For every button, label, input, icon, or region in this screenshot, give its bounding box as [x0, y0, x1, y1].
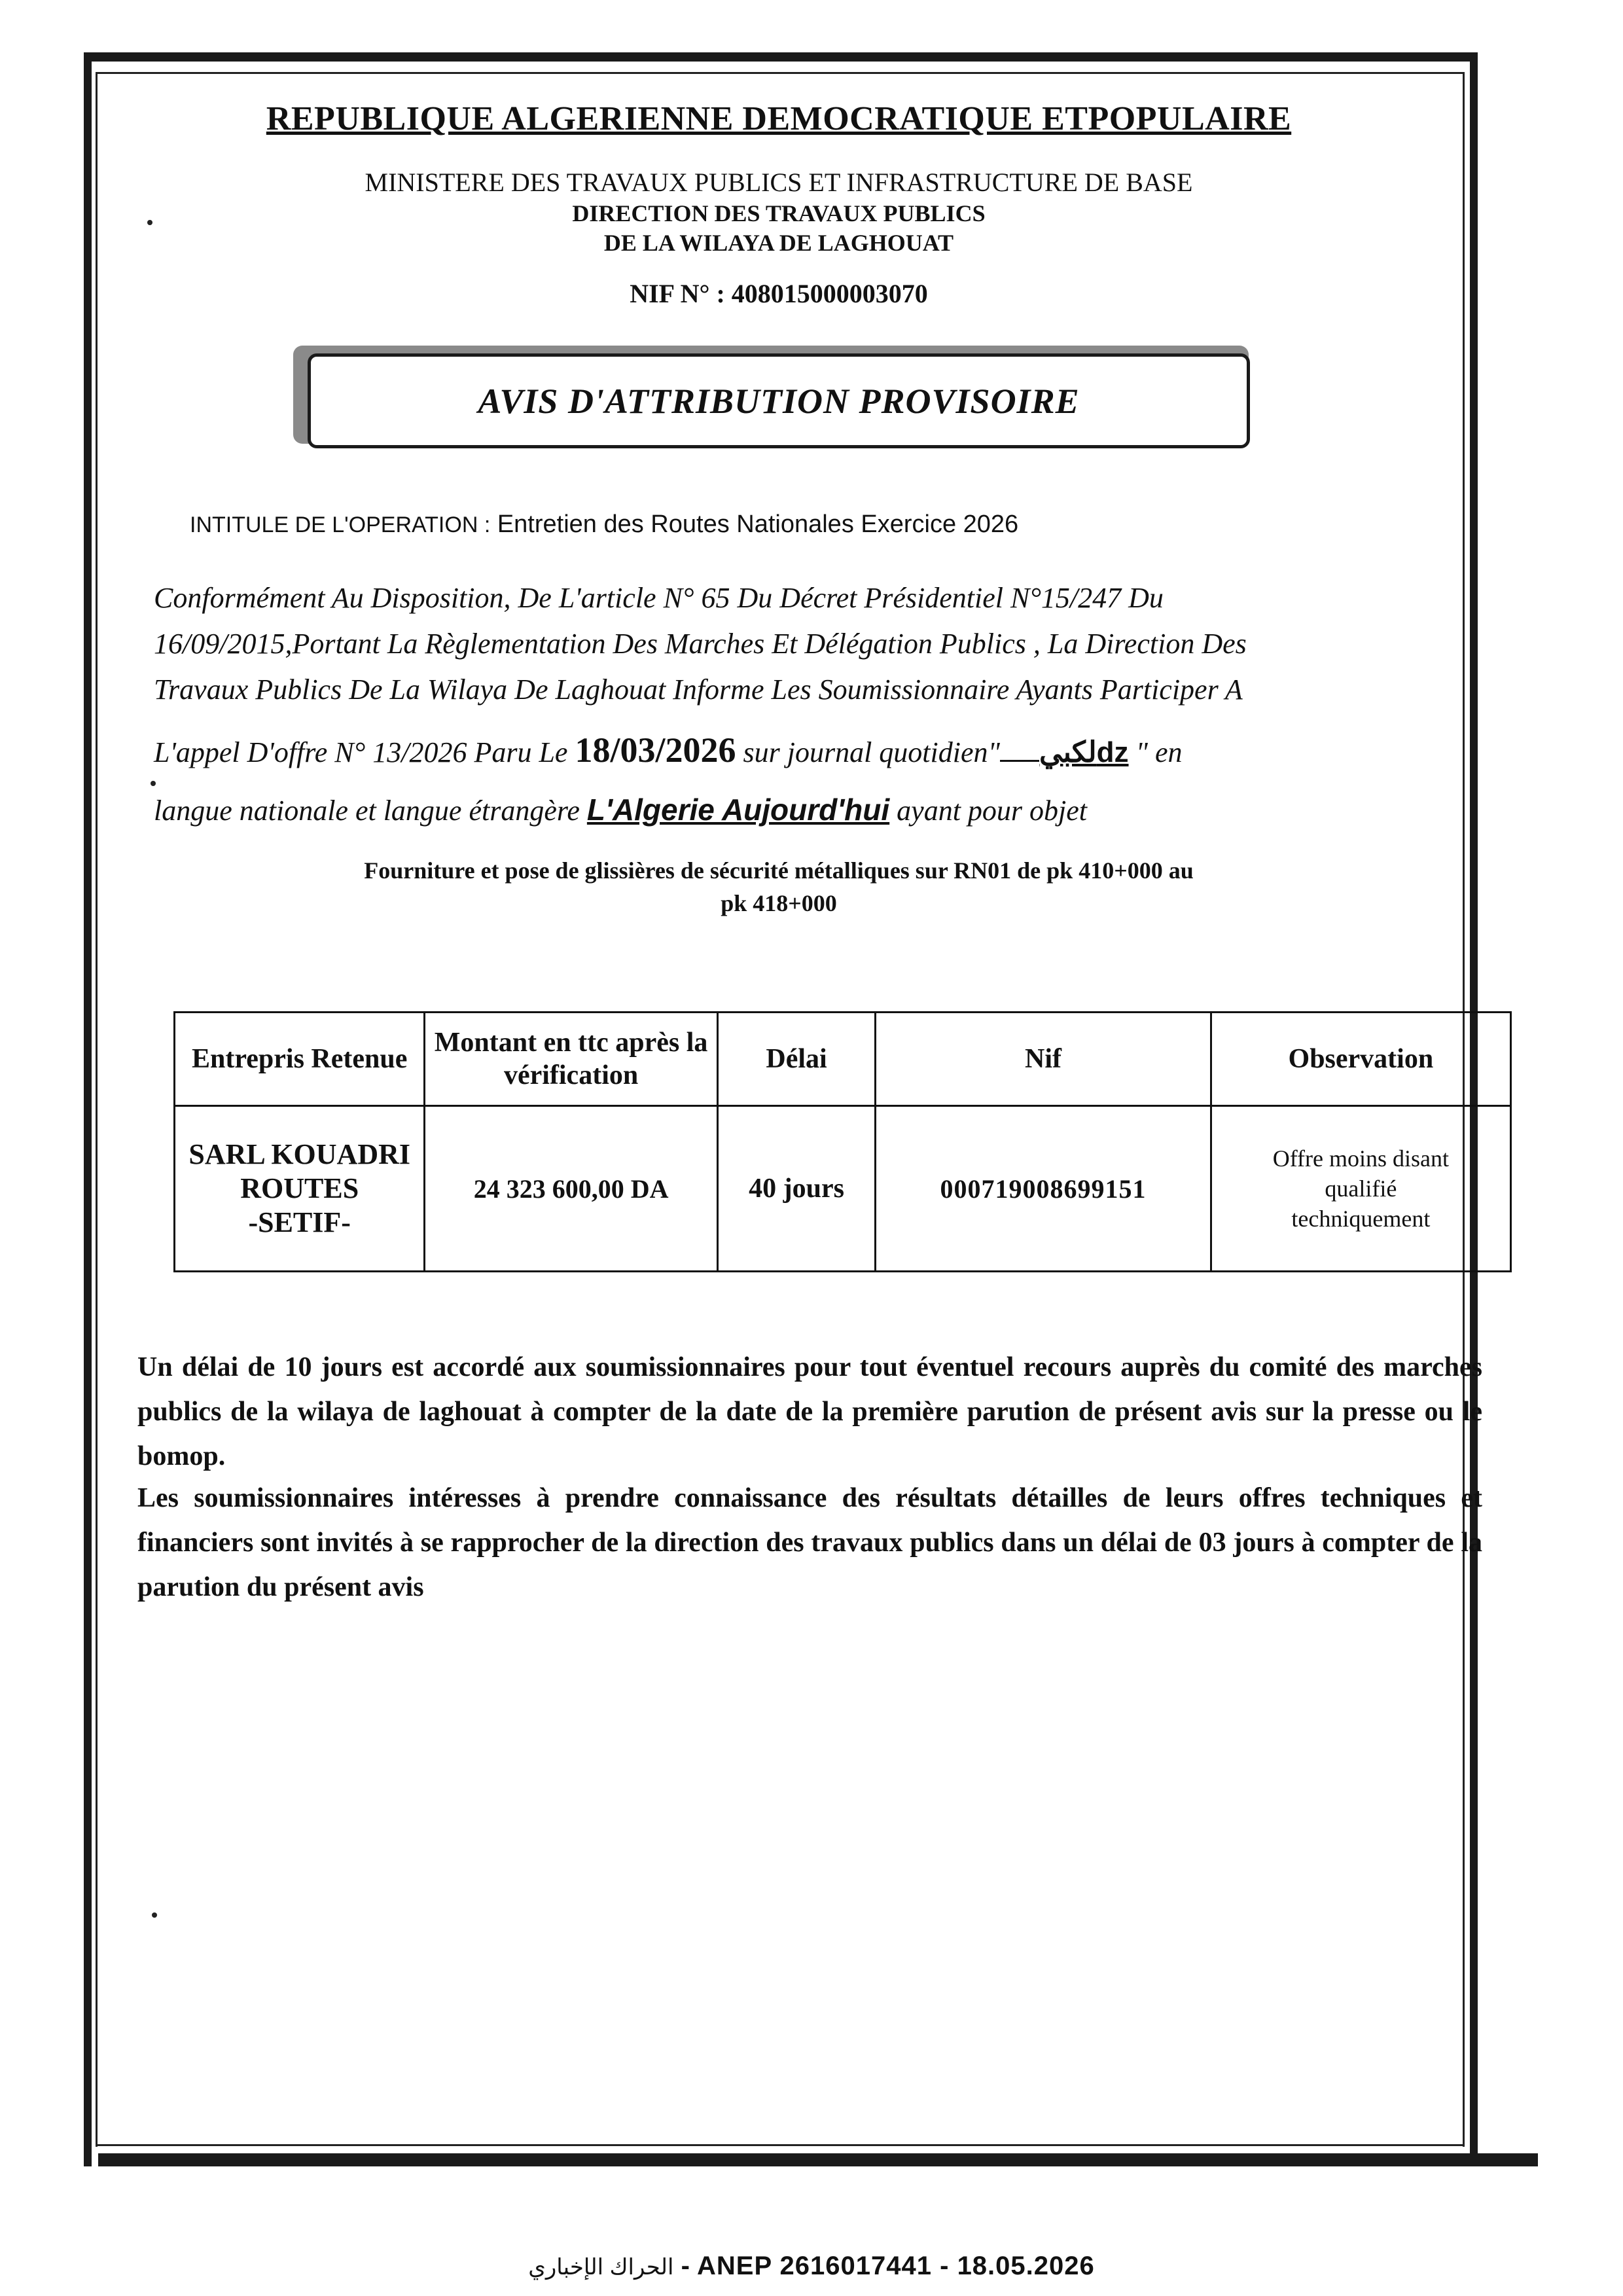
notice-title: AVIS D'ATTRIBUTION PROVISOIRE [478, 381, 1080, 421]
table-header-row [175, 1013, 1511, 1106]
header-observation: Observation [1211, 1013, 1510, 1106]
wilaya-name: DE LA WILAYA DE LAGHOUAT [603, 230, 954, 256]
frame-border-bottom [98, 2153, 1538, 2166]
frame-border-left [84, 52, 92, 2166]
journal-foreign: L'Algerie Aujourd'hui [586, 793, 890, 827]
body-line [154, 792, 1459, 827]
cell-entreprise [175, 1106, 425, 1272]
contract-object [170, 854, 1387, 920]
cell-nif: 000719008699151 [876, 1106, 1211, 1272]
body-text: langue nationale et langue étrangère [154, 795, 587, 827]
body-text: ayant pour objet [889, 795, 1088, 827]
header-delai: Délai [717, 1013, 876, 1106]
tender-reference: L'appel D'offre N° 13/2026 Paru Le [154, 736, 575, 768]
body-line: 16/09/2015,Portant La Règlementation Des Marches Et Délégation Publics , La Direction Des [154, 628, 1247, 660]
appeal-text: Un délai de 10 jours est accordé aux soumissionnaires pour tout éventuel recours auprès du comité des marches publics de la wilaya de laghouat à compter de la date de la première parution de présent avis sur la presse ou le bomop. [137, 1352, 1482, 1471]
publication-date: 18/03/2026 [575, 730, 736, 770]
header-entreprise: Entrepris Retenue [175, 1013, 425, 1106]
cell-montant: 24 323 600,00 DA [425, 1106, 717, 1272]
operation-line [190, 511, 1018, 539]
operation-label: INTITULE DE L'OPERATION : [190, 512, 491, 537]
award-table [173, 1011, 1512, 1272]
company-name-line: SARL KOUADRI [188, 1138, 410, 1170]
inner-border-left [96, 72, 98, 2147]
header-nif: Nif [876, 1013, 1211, 1106]
invitation-text: Les soumissionnaires intéresses à prendre connaissance des résultats détailles de leurs offres techniques et financiers sont invités à se rapprocher de la direction des travaux publics dans un délai de 03 jours à compter de la parution du présent avis [137, 1483, 1482, 1602]
body-line [154, 730, 1459, 770]
republic-title: REPUBLIQUE ALGERIENNE DEMOCRATIQUE ETPOPULAIRE [266, 100, 1292, 137]
company-name-line: ROUTES [240, 1172, 359, 1204]
direction-name: DIRECTION DES TRAVAUX PUBLICS [572, 200, 986, 226]
ministry-name: MINISTERE DES TRAVAUX PUBLICS ET INFRASTRUCTURE DE BASE [365, 168, 1193, 197]
invitation-paragraph [137, 1476, 1482, 1609]
inner-border-top [96, 72, 1465, 74]
frame-border-top [84, 52, 1478, 62]
table-row [175, 1106, 1511, 1272]
company-city: -SETIF- [248, 1206, 351, 1238]
journal-national: لكبيdz [1039, 736, 1129, 768]
scan-mark [152, 1912, 157, 1918]
body-text: sur journal quotidien" [736, 736, 1000, 768]
object-line: Fourniture et pose de glissières de sécurité métalliques sur RN01 de pk 410+000 au [364, 857, 1194, 884]
anep-reference [0, 2251, 1623, 2281]
underline-blank [1000, 760, 1039, 762]
cell-delai: 40 jours [717, 1106, 876, 1272]
anep-number: - ANEP 2616017441 - 18.05.2026 [673, 2251, 1095, 2280]
nif-number: NIF N° : 408015000003070 [630, 279, 928, 308]
scan-mark [151, 781, 156, 786]
observation-line: techniquement [1291, 1206, 1431, 1232]
cell-observation [1211, 1106, 1510, 1272]
inner-border-bottom [96, 2144, 1465, 2146]
observation-line: Offre moins disant [1272, 1145, 1450, 1172]
newspaper-name: الحراك الإخباري [528, 2255, 674, 2280]
object-line: pk 418+000 [721, 890, 837, 916]
body-line: Conformément Au Disposition, De L'article N° 65 Du Décret Présidentiel N°15/247 Du [154, 582, 1164, 614]
body-line: Travaux Publics De La Wilaya De Laghouat Informe Les Soumissionnaire Ayants Participer A [154, 673, 1243, 706]
body-text: " en [1128, 736, 1183, 768]
operation-value: Entretien des Routes Nationales Exercice 2026 [497, 511, 1019, 538]
header-montant: Montant en ttc après la vérification [425, 1013, 717, 1106]
title-box [308, 353, 1250, 448]
observation-line: qualifié [1325, 1175, 1397, 1202]
appeal-paragraph [137, 1345, 1482, 1479]
